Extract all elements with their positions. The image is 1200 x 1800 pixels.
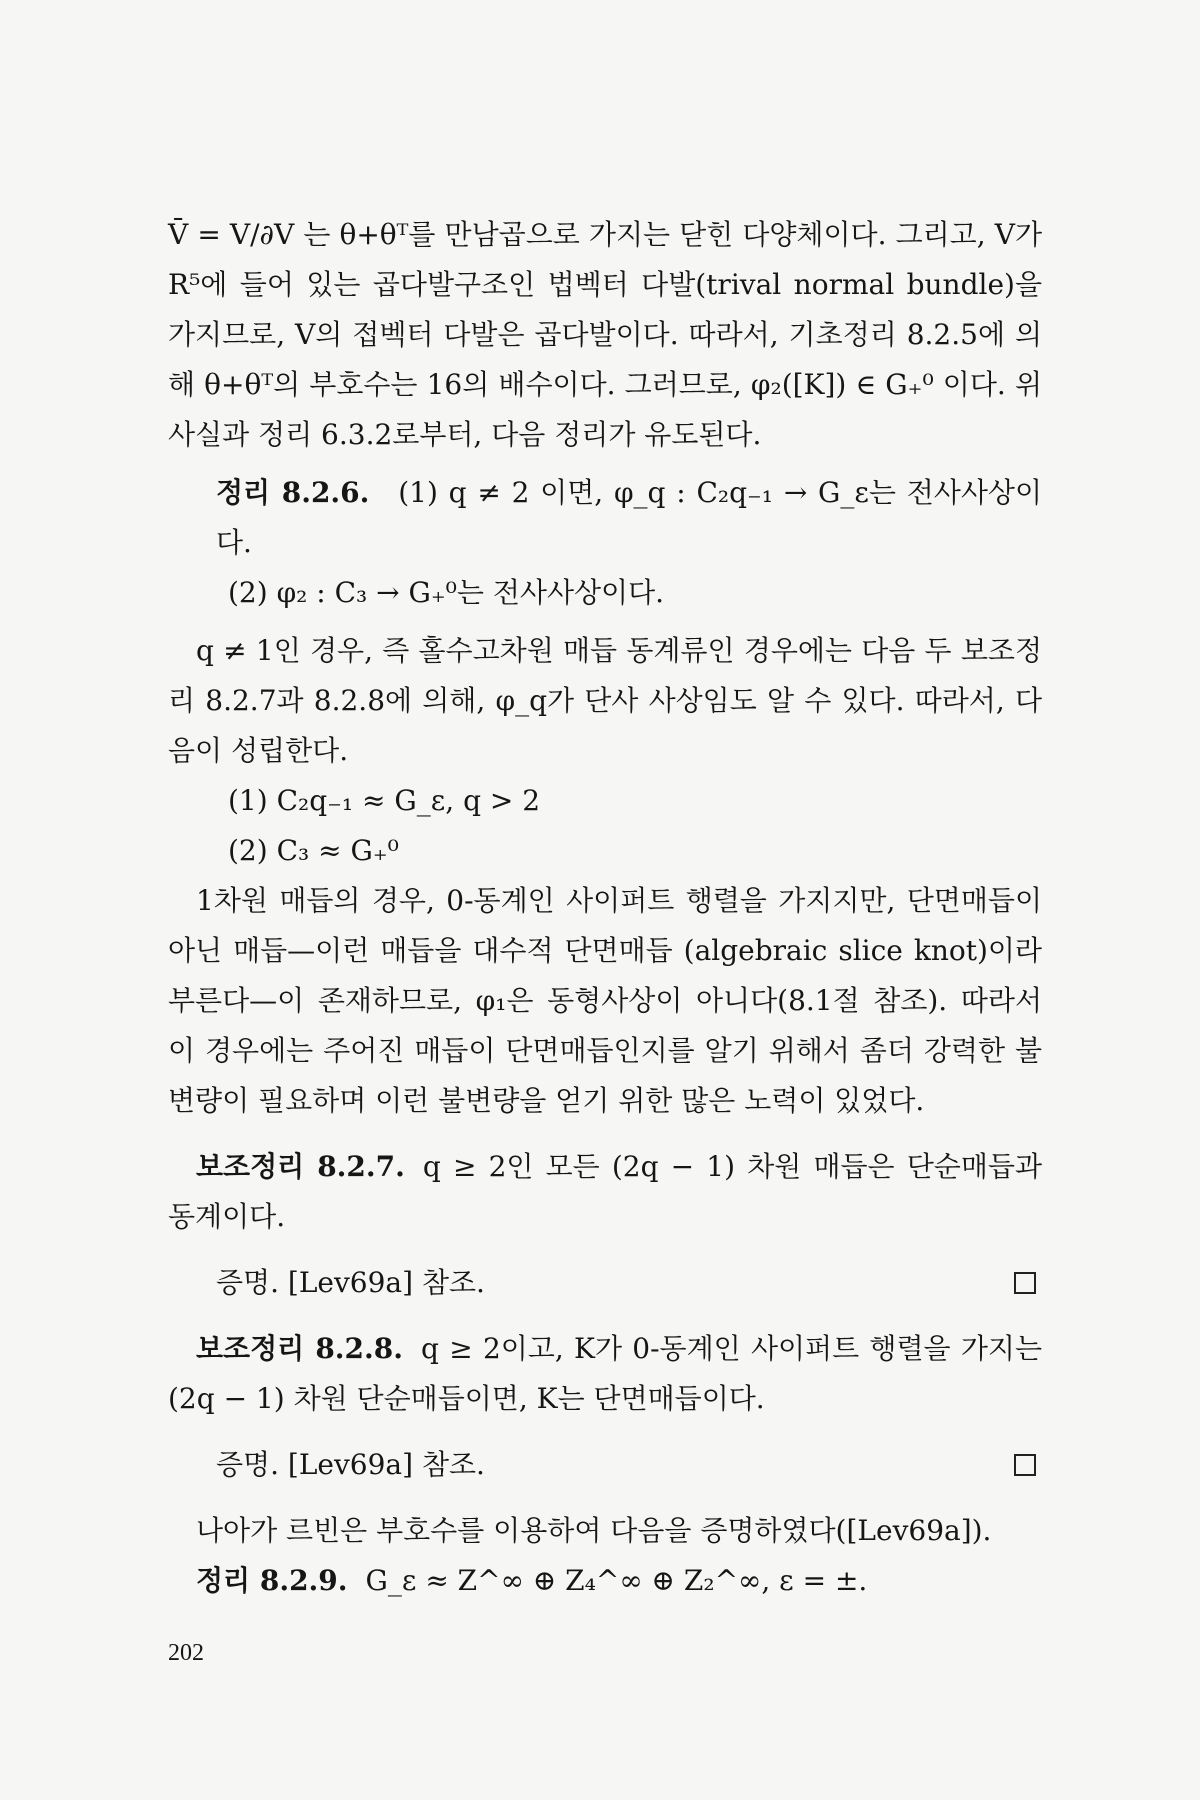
lemma-text: q ≥ 2인 모든 (2q − 1) 차원 매듭은 단순매듭과 동계이다. [168, 1150, 1042, 1233]
lemma-label: 보조정리 8.2.8. [196, 1332, 404, 1365]
page-number: 202 [168, 1640, 204, 1666]
proof-text: 증명. [Lev69a] 참조. [216, 1266, 485, 1299]
proof-2 [168, 1440, 1042, 1490]
theorem-item-2: (2) φ₂ : C₃ → G₊⁰는 전사사상이다. [228, 576, 665, 609]
paragraph-injective: q ≠ 1인 경우, 즉 홀수고차원 매듭 동계류인 경우에는 다음 두 보조정리 8.2.7과 8.2.8에 의해, φ_q가 단사 사상임도 알 수 있다. 따라서, 다음이 성립한다. [168, 634, 1042, 767]
theorem-8-2-6 [168, 468, 1042, 568]
paragraph-one-dim: 1차원 매듭의 경우, 0-동계인 사이퍼트 행렬을 가지지만, 단면매듭이 아닌 매듭—이런 매듭을 대수적 단면매듭 (algebraic slice knot)이라 부른다—이 존재하므로, φ₁은 동형사상이 아니다(8.1절 참조). 따라서 이 경우에는 주어진 매듭이 단면매듭인지를 알기 위해서 좀더 강력한 불변량이 필요하며 이런 불변량을 얻기 위한 많은 노력이 있었다. [168, 884, 1042, 1117]
theorem-item-1: (1) q ≠ 2 이면, φ_q : C₂q₋₁ → G_ε는 전사사상이다. [216, 476, 1042, 559]
lemma-text: q ≥ 2이고, K가 0-동계인 사이퍼트 행렬을 가지는 (2q − 1) 차원 단순매듭이면, K는 단면매듭이다. [168, 1332, 1042, 1415]
qed-square-icon [1014, 1454, 1036, 1476]
equation-2: (2) C₃ ≈ G₊⁰ [228, 834, 399, 867]
lemma-8-2-8 [168, 1324, 1042, 1424]
theorem-text: G_ε ≈ Z^∞ ⊕ Z₄^∞ ⊕ Z₂^∞, ε = ±. [365, 1564, 868, 1597]
lemma-label: 보조정리 8.2.7. [196, 1150, 405, 1183]
theorem-label: 정리 8.2.9. [196, 1564, 348, 1597]
theorem-8-2-9 [168, 1556, 1042, 1606]
qed-square-icon [1014, 1272, 1036, 1294]
proof-1 [168, 1258, 1042, 1308]
proof-text: 증명. [Lev69a] 참조. [216, 1448, 485, 1481]
lemma-8-2-7 [168, 1142, 1042, 1242]
paragraph-intro: V̄ = V/∂V 는 θ+θᵀ를 만남곱으로 가지는 닫힌 다양체이다. 그리고, V가 R⁵에 들어 있는 곱다발구조인 법벡터 다발(trival normal bundle)을 가지므로, V의 접벡터 다발은 곱다발이다. 따라서, 기초정리 8.2.5에 의해 θ+θᵀ의 부호수는 16의 배수이다. 그러므로, φ₂([K]) ∈ G₊⁰ 이다. 위 사실과 정리 6.3.2로부터, 다음 정리가 유도된다. [168, 218, 1042, 451]
theorem-label: 정리 8.2.6. [216, 476, 370, 509]
equation-1: (1) C₂q₋₁ ≈ G_ε, q > 2 [228, 784, 541, 817]
paragraph-levine: 나아가 르빈은 부호수를 이용하여 다음을 증명하였다([Lev69a]). [196, 1514, 992, 1547]
